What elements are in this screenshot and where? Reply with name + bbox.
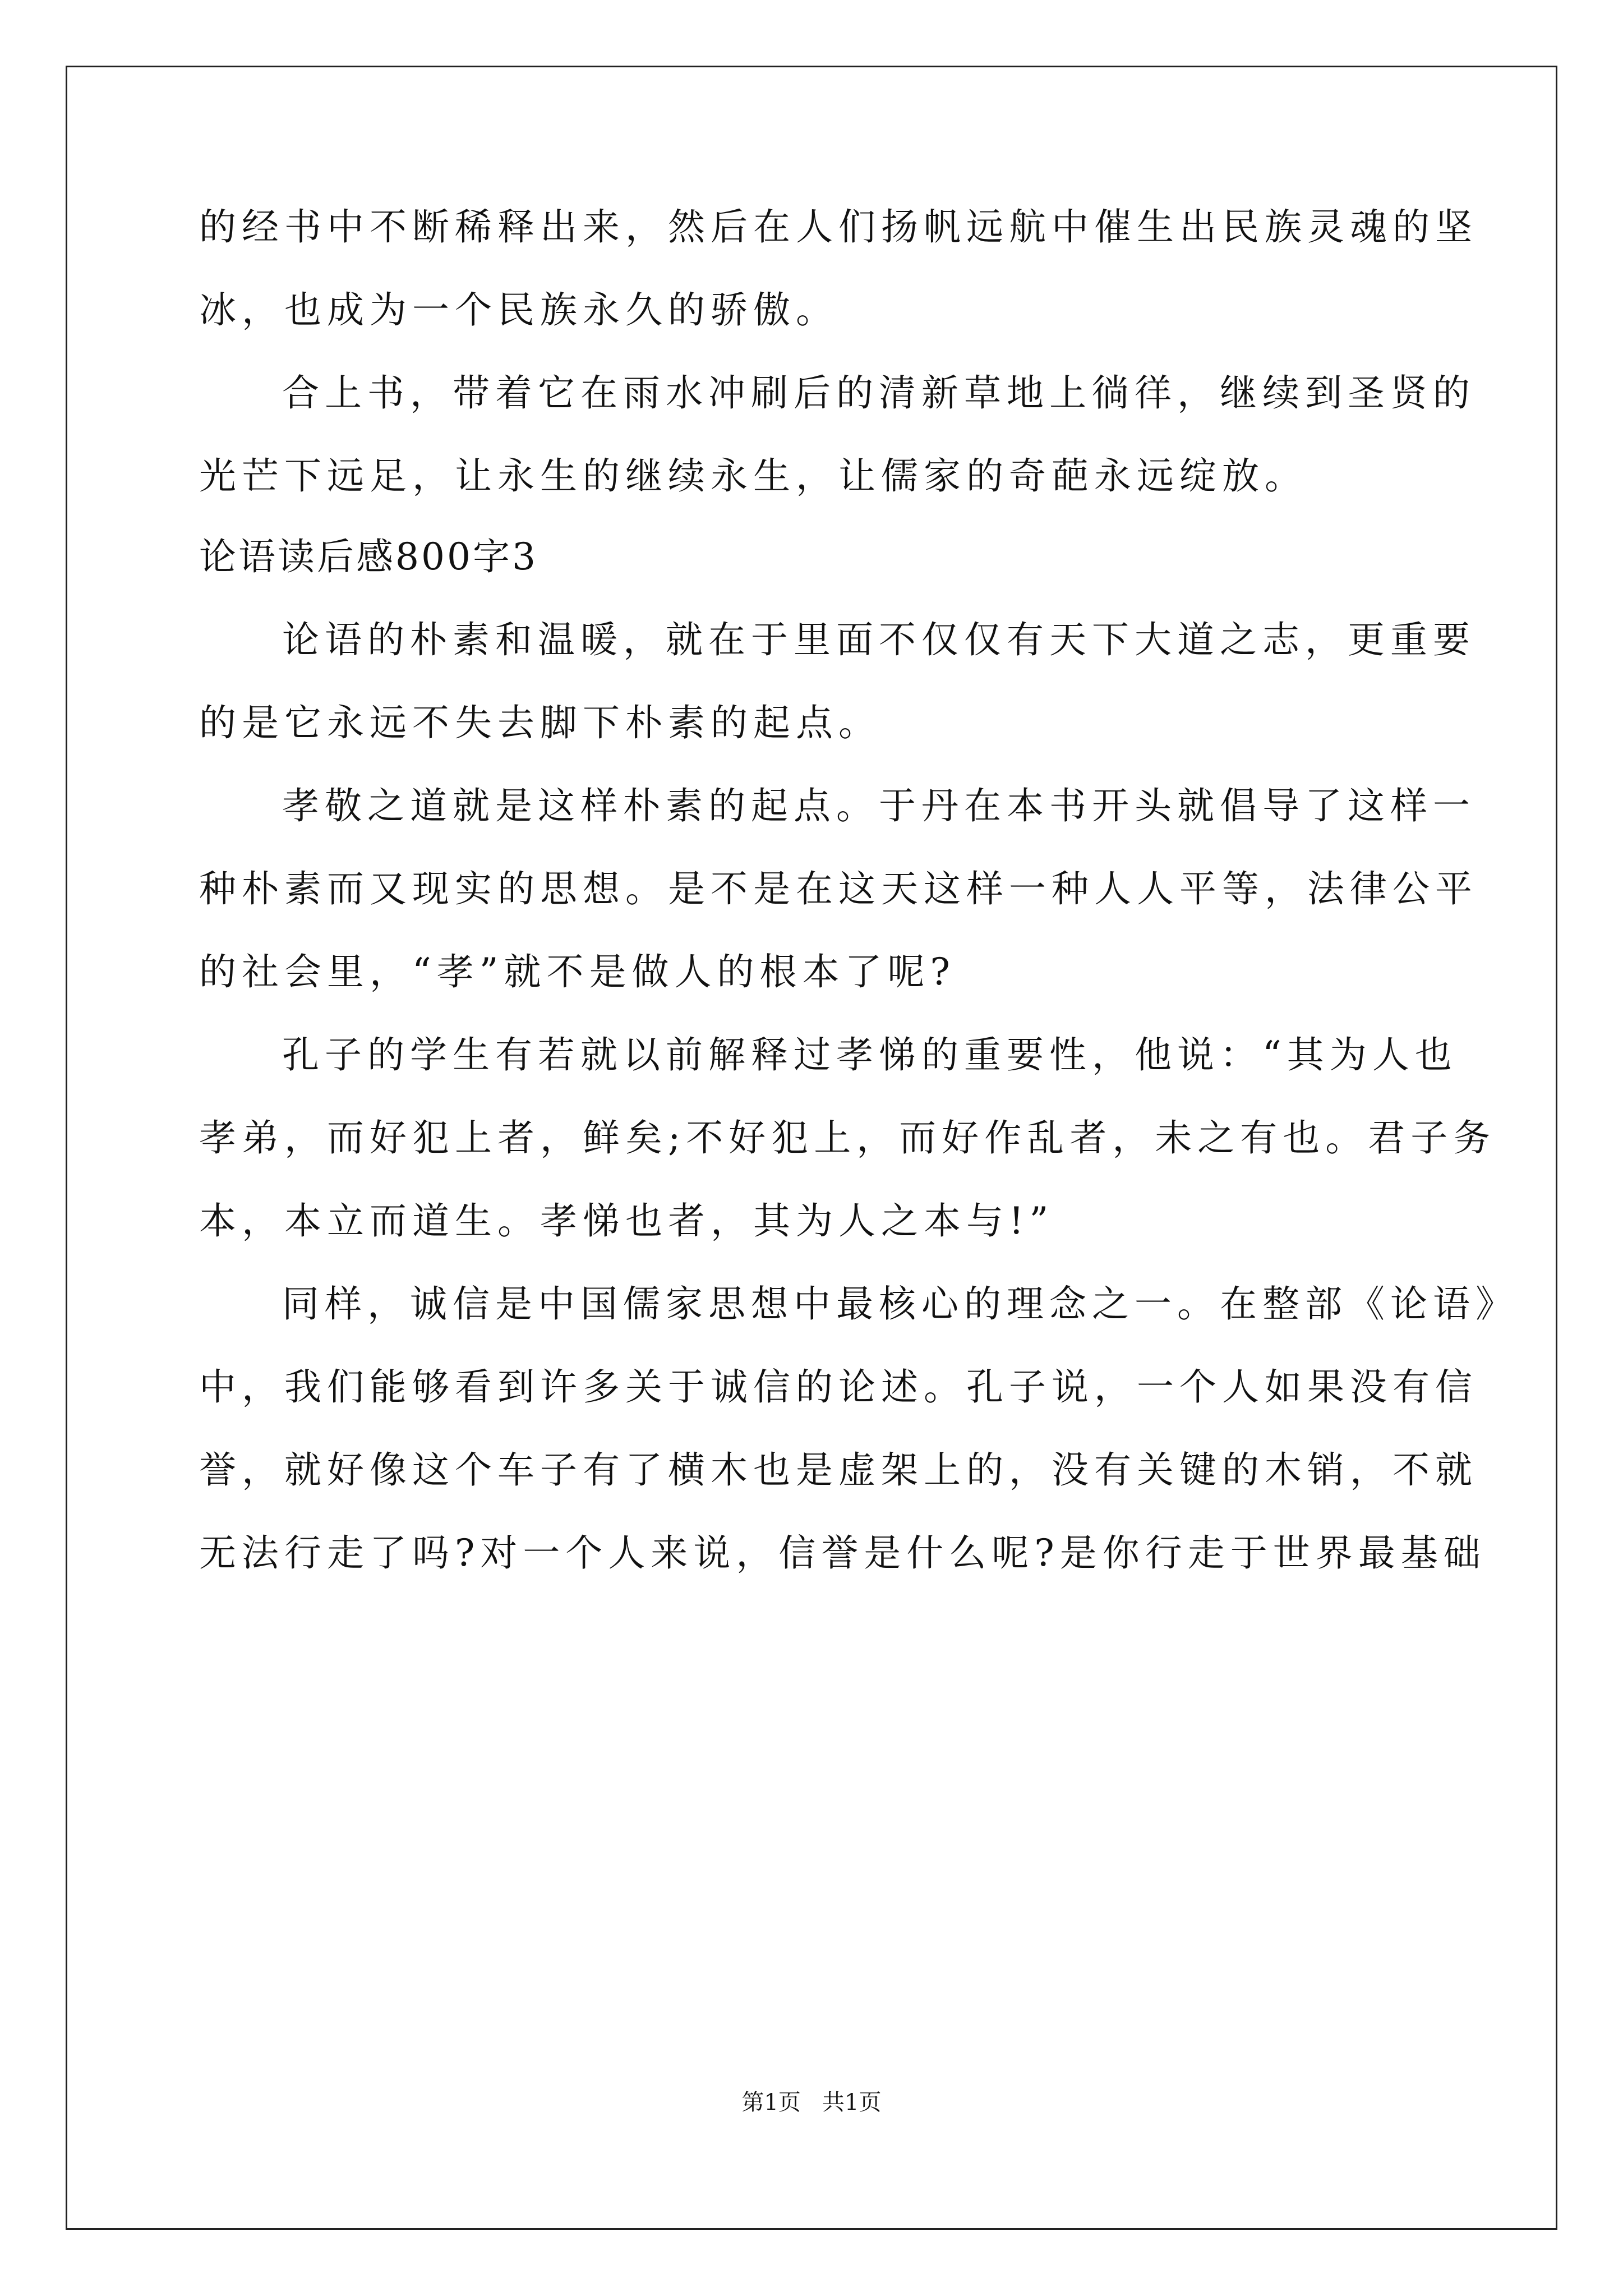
paragraph-first-line: 孝敬之道就是这样朴素的起点。于丹在本书开头就倡导了这样一 <box>282 784 1476 827</box>
body-text-line: 的是它永远不失去脚下朴素的起点。 <box>199 701 881 744</box>
body-text-line: 中，我们能够看到许多关于诚信的论述。孔子说，一个人如果没有信 <box>199 1365 1478 1409</box>
body-text-line: 本，本立而道生。孝悌也者，其为人之本与!” <box>199 1199 1054 1243</box>
body-text-line: 的经书中不断稀释出来，然后在人们扬帆远航中催生出民族灵魂的坚 <box>199 205 1478 249</box>
body-text-line: 无法行走了吗?对一个人来说，信誉是什么呢?是你行走于世界最基础 <box>199 1531 1486 1575</box>
paragraph-first-line: 合上书，带着它在雨水冲刷后的清新草地上徜徉，继续到圣贤的 <box>282 371 1476 415</box>
section-heading: 论语读后感800字3 <box>199 535 538 578</box>
body-text-line: 的社会里，“孝”就不是做人的根本了呢? <box>199 950 956 993</box>
paragraph-first-line: 孔子的学生有若就以前解释过孝悌的重要性，他说：“其为人也 <box>282 1033 1458 1076</box>
body-text-line: 誉，就好像这个车子有了横木也是虚架上的，没有关键的木销，不就 <box>199 1448 1478 1492</box>
paragraph-first-line: 论语的朴素和温暖，就在于里面不仅仅有天下大道之志，更重要 <box>282 618 1476 661</box>
body-text-line: 孝弟，而好犯上者，鲜矣;不好犯上，而好作乱者，未之有也。君子务 <box>199 1116 1496 1159</box>
body-text-line: 光芒下远足，让永生的继续永生，让儒家的奇葩永远绽放。 <box>199 454 1307 498</box>
page-footer: 第1页 共1页 <box>741 2090 882 2115</box>
paragraph-first-line: 同样，诚信是中国儒家思想中最核心的理念之一。在整部《论语》 <box>282 1282 1518 1326</box>
body-text-line: 种朴素而又现实的思想。是不是在这天这样一种人人平等，法律公平 <box>199 867 1478 910</box>
body-text-line: 冰，也成为一个民族永久的骄傲。 <box>199 288 838 332</box>
